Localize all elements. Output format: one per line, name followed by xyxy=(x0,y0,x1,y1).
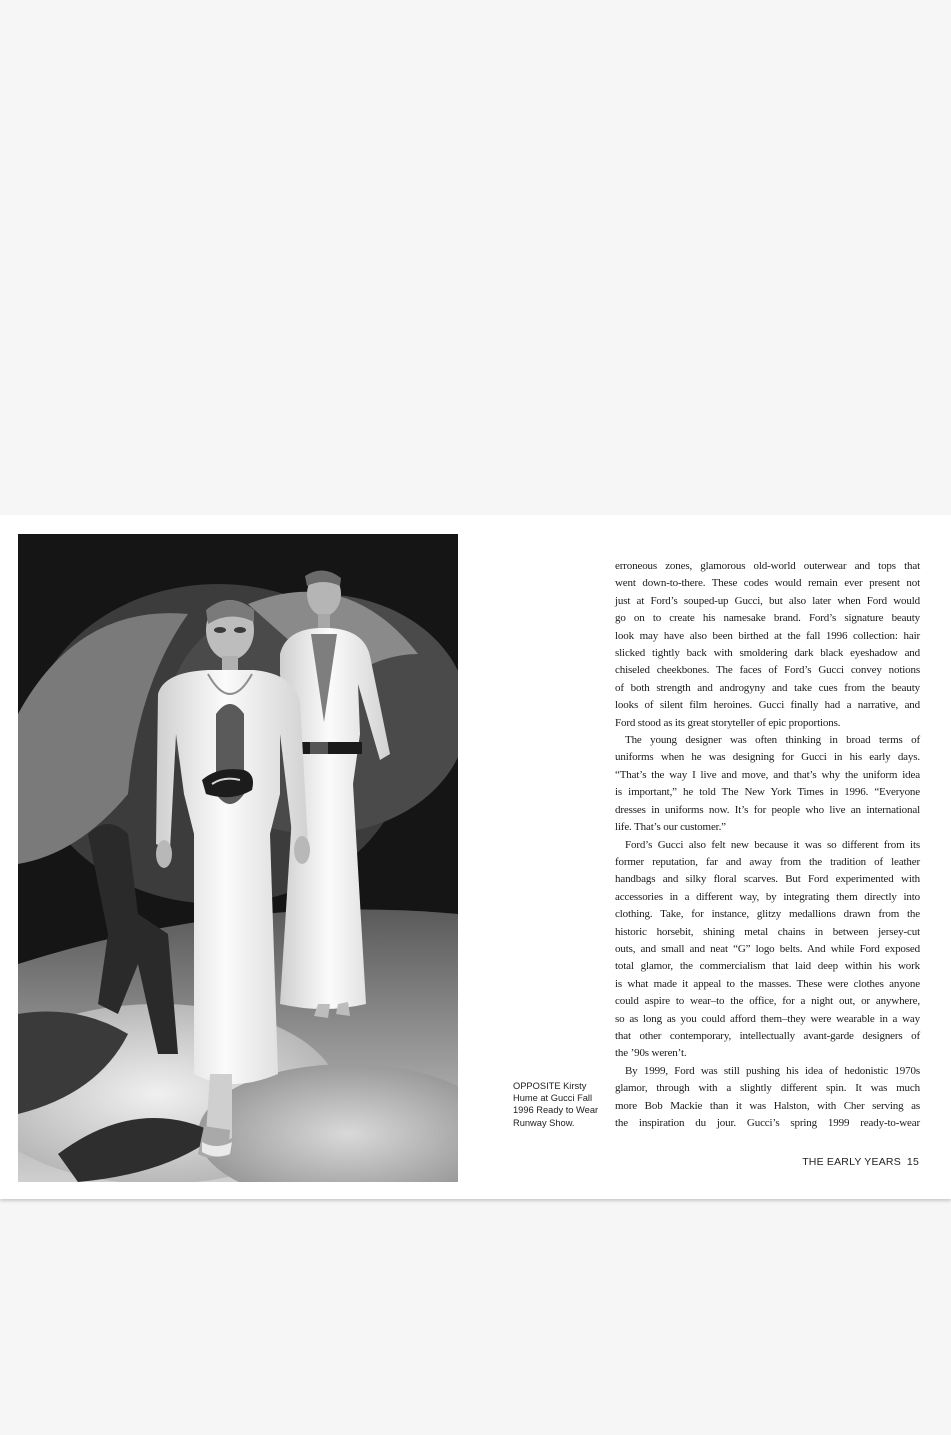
body-line: glamor, through with a slightly different spin. It was much xyxy=(615,1082,920,1095)
body-line: the ’90s weren’t. xyxy=(615,1047,687,1060)
body-line: slicked tightly back with smoldering dark black eyeshadow and xyxy=(615,647,920,660)
running-head: THE EARLY YEARS xyxy=(802,1156,901,1168)
body-text xyxy=(615,558,920,1132)
body-line: the inspiration du jour. Gucci’s spring 1999 ready-to-wear xyxy=(615,1117,920,1129)
body-line: go on to create his namesake brand. Ford’s signature beauty xyxy=(615,612,920,625)
body-line: total glamor, the commercialism that laid deep within his work xyxy=(615,960,920,973)
body-line: of both strength and androgyny and take cues from the beauty xyxy=(615,681,920,694)
photo-caption xyxy=(513,1080,605,1129)
body-line: that other contemporary, intellectually avant-garde designers of xyxy=(615,1029,920,1042)
body-line: erroneous zones, glamorous old-world outerwear and tops that xyxy=(615,560,920,572)
body-line: look may have also been birthed at the fall 1996 collection: hair xyxy=(615,629,920,642)
body-line: looks of silent film heroines. Gucci finally had a narrative, and xyxy=(615,699,920,712)
page-footer xyxy=(802,1156,919,1168)
caption-line: 1996 Ready to Wear xyxy=(513,1105,599,1116)
body-line: By 1999, Ford was still pushing his idea of hedonistic 1970s xyxy=(625,1064,920,1077)
runway-photo xyxy=(18,534,458,1182)
body-line: “That’s the way I live and move, and that’s why the uniform idea xyxy=(615,768,920,781)
body-line: is what made it appeal to the masses. These were clothes anyone xyxy=(615,977,920,990)
runway-photo-image xyxy=(18,534,458,1182)
caption-line: Runway Show. xyxy=(513,1117,575,1128)
body-line: former reputation, far and away from the tradition of leather xyxy=(615,855,920,868)
body-line: historic horsebit, shining metal chains in between jersey-cut xyxy=(615,925,920,938)
body-line: dresses in uniforms now. It’s for people who live an international xyxy=(615,803,920,816)
body-line: so as long as you could afford them–they were wearable in a way xyxy=(615,1012,920,1025)
caption-line: OPPOSITE Kirsty xyxy=(513,1081,587,1091)
body-line: uniforms when he was designing for Gucci in his early days. xyxy=(615,751,920,764)
body-line: life. That’s our customer.” xyxy=(615,821,726,834)
body-line: just at Ford’s souped-up Gucci, but also later when Ford would xyxy=(615,594,920,607)
body-line: more Bob Mackie than it was Halston, with Cher serving as xyxy=(615,1099,920,1112)
body-line: chiseled cheekbones. The faces of Ford’s Gucci convey notions xyxy=(615,664,920,677)
body-line: clothing. Take, for instance, glitzy medallions drawn from the xyxy=(615,908,920,921)
body-line: outs, and small and neat “G” logo belts. And while Ford exposed xyxy=(615,942,920,955)
page-number: 15 xyxy=(906,1156,919,1168)
body-line: Ford’s Gucci also felt new because it was so different from its xyxy=(625,838,920,851)
body-line: accessories in a different way, by integrating them directly into xyxy=(615,890,920,903)
body-line: went down-to-there. These codes would remain ever present not xyxy=(615,577,920,590)
body-line: Ford stood as its great storyteller of epic proportions. xyxy=(615,716,841,729)
book-page xyxy=(0,515,951,1199)
body-line: is important,” he told The New York Times in 1996. “Everyone xyxy=(615,786,920,799)
body-line: could aspire to wear–to the office, for a night out, or anywhere, xyxy=(615,995,920,1008)
body-line: The young designer was often thinking in broad terms of xyxy=(625,734,920,747)
caption-line: Hume at Gucci Fall xyxy=(513,1093,593,1104)
body-line: handbags and silky floral scarves. But Ford experimented with xyxy=(615,873,920,886)
